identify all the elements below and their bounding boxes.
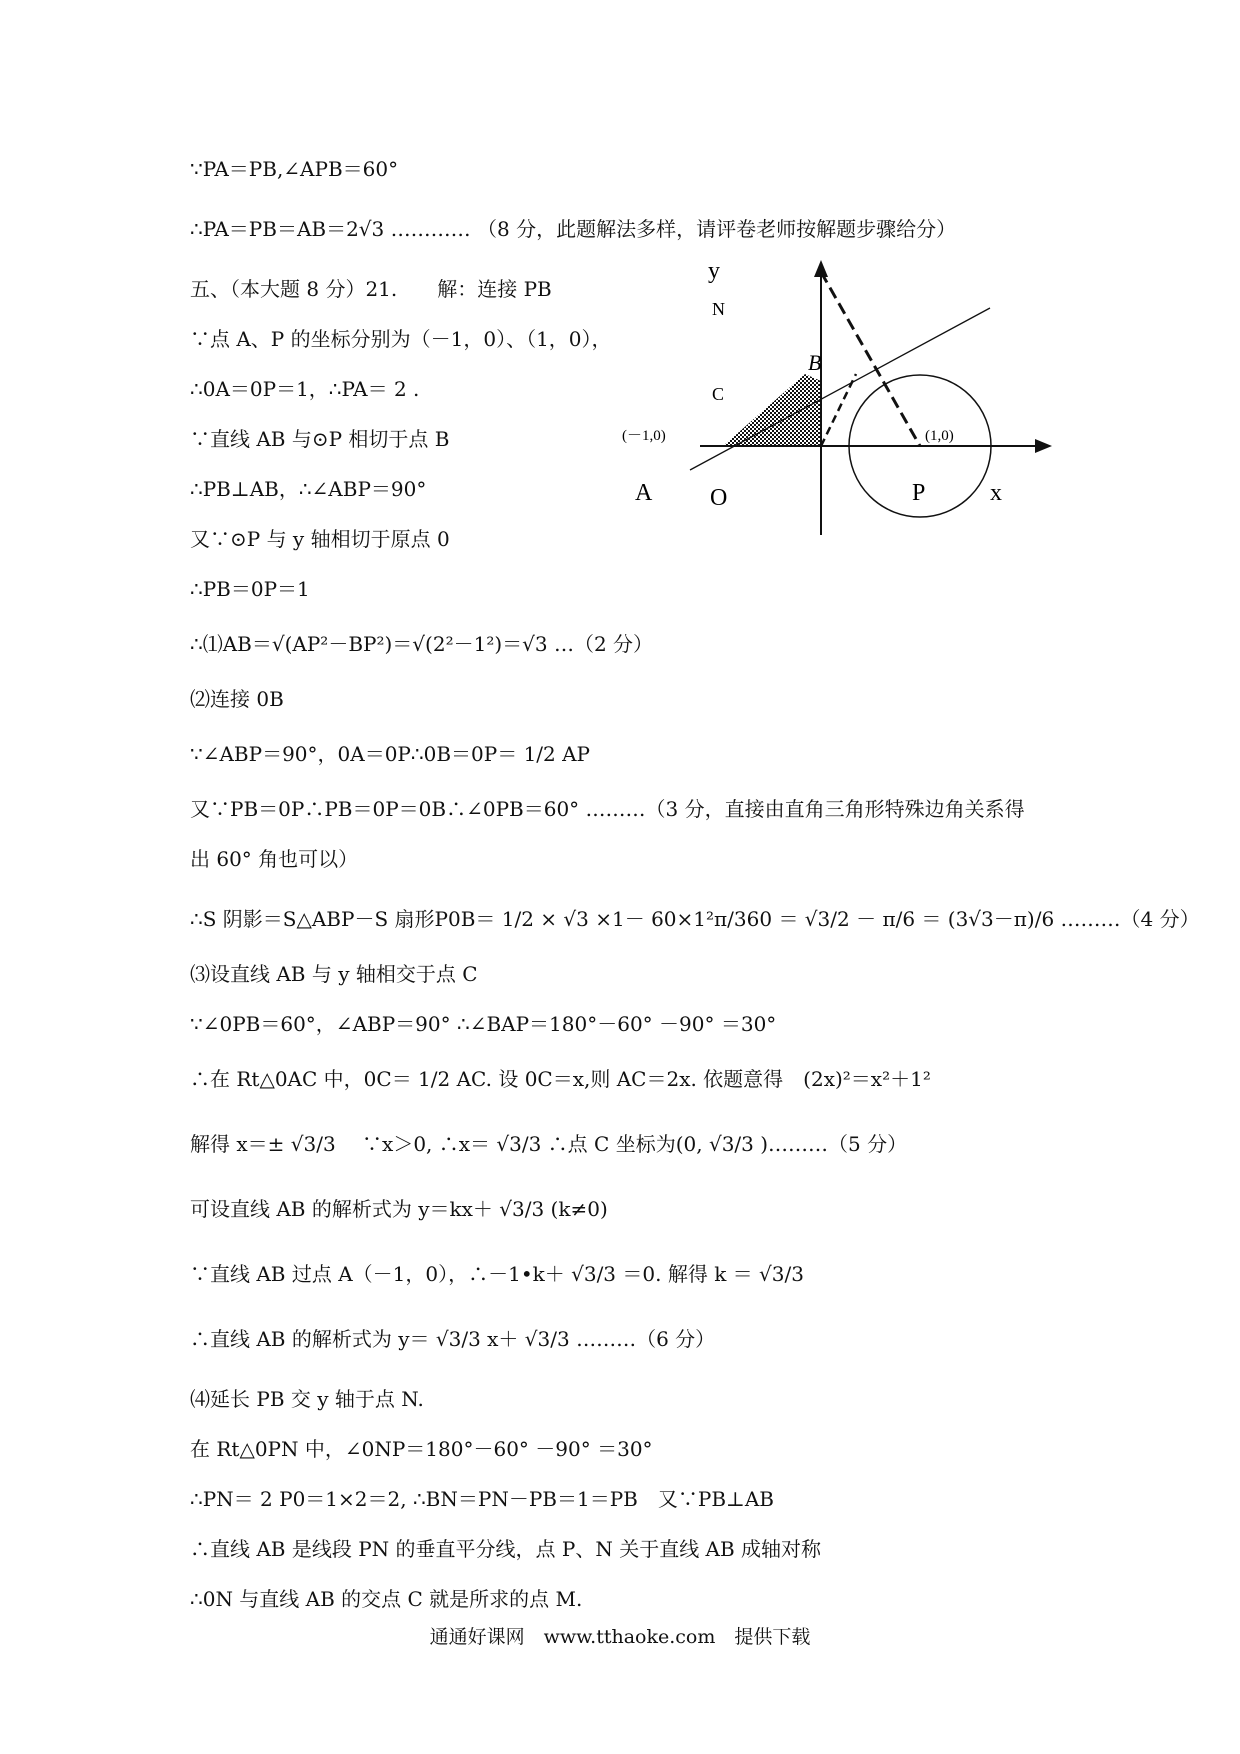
text-line: ∵PA＝PB,∠APB＝60° <box>190 157 399 181</box>
label-x: x <box>990 480 1002 506</box>
segment-ob <box>821 374 856 446</box>
label-n: N <box>712 299 725 319</box>
text-line <box>190 215 956 243</box>
text-line: ∴直线 AB 是线段 PN 的垂直平分线，点 P、N 关于直线 AB 成轴对称 <box>190 1537 822 1561</box>
text-line: ∵点 A、P 的坐标分别为（－1，0）、（1，0）， <box>190 327 612 351</box>
label-o: O <box>710 485 728 511</box>
text-line: 解得 x＝± √3/3 ∵x＞0, ∴x＝ √3/3 ∴点 C 坐标为(0, √3/3 )………（5 分） <box>190 1132 908 1156</box>
text-line: ⑷延长 PB 交 y 轴于点 N. <box>190 1387 424 1411</box>
text-line: ∴直线 AB 的解析式为 y＝ √3/3 x＋ √3/3 ………（6 分） <box>190 1327 716 1351</box>
text-line: ∵直线 AB 与⊙P 相切于点 B <box>190 427 450 451</box>
label-a-coord: (－1,0) <box>622 428 666 444</box>
text-line: ⑵连接 0B <box>190 687 284 711</box>
text-line: ∴S 阴影＝S△ABP－S 扇形P0B＝ 1/2 × √3 ×1－ 60×1²π/360 ＝ √3/2 － π/6 ＝ (3√3－π)/6 ………（4 分） <box>190 907 1200 931</box>
text-line: ∵直线 AB 过点 A（－1，0），∴－1•k＋ √3/3 ＝0. 解得 k ＝ √3/3 <box>190 1262 804 1286</box>
text-line: 五、（本大题 8 分）21. 解：连接 PB <box>190 277 552 301</box>
geometry-figure <box>620 250 1070 550</box>
text-line: 出 60° 角也可以） <box>190 847 359 871</box>
text-line: 在 Rt△0PN 中，∠0NP＝180°－60° －90° ＝30° <box>190 1437 653 1461</box>
text-line: ∴0N 与直线 AB 的交点 C 就是所求的点 M. <box>190 1587 583 1611</box>
label-b: B <box>808 350 822 375</box>
text-line: ∴⑴AB＝√(AP²－BP²)＝√(2²－1²)＝√3 …（2 分） <box>190 632 654 656</box>
text-line: ∴PB⊥AB，∴∠ABP＝90° <box>190 477 427 501</box>
text-line: 可设直线 AB 的解析式为 y＝kx＋ √3/3 (k≠0) <box>190 1197 608 1221</box>
label-c: C <box>712 384 725 404</box>
label-p: P <box>912 480 926 506</box>
text-line: ∵∠ABP＝90°，0A＝0P∴0B＝0P＝ 1/2 AP <box>190 742 591 766</box>
text-line: ∴0A＝0P＝1，∴PA＝ 2 . <box>190 377 420 401</box>
shaded-region <box>723 374 821 446</box>
text-line: ⑶设直线 AB 与 y 轴相交于点 C <box>190 962 478 986</box>
label-a: A <box>635 480 653 506</box>
x-axis-arrow <box>1035 439 1052 453</box>
text-line: ∴PB＝0P＝1 <box>190 577 310 601</box>
text-line: ∴PN＝ 2 P0＝1×2＝2, ∴BN＝PN－PB＝1＝PB 又∵PB⊥AB <box>190 1487 774 1511</box>
segment-pn <box>821 272 920 446</box>
label-p-coord: (1,0) <box>925 428 954 444</box>
text-line: ∵∠0PB＝60°，∠ABP＝90° ∴∠BAP＝180°－60° －90° ＝30° <box>190 1012 777 1036</box>
text-line: ∴在 Rt△0AC 中，0C＝ 1/2 AC. 设 0C＝x,则 AC＝2x. 依题意得 (2x)²＝x²＋1² <box>190 1067 931 1091</box>
text-line: 又∵⊙P 与 y 轴相切于原点 0 <box>190 527 450 551</box>
text-line: 又∵PB＝0P∴PB＝0P＝0B∴∠0PB＝60° ………（3 分，直接由直角三角形特殊边角关系得 <box>190 797 1025 821</box>
line-2-content: ∴PA＝PB＝AB＝2√3 ………… （8 分，此题解法多样，请评卷老师按解题步骤给分） <box>190 217 957 241</box>
page-footer: 通通好课网 www.tthaoke.com 提供下载 <box>429 1626 811 1648</box>
label-y: y <box>708 258 720 284</box>
